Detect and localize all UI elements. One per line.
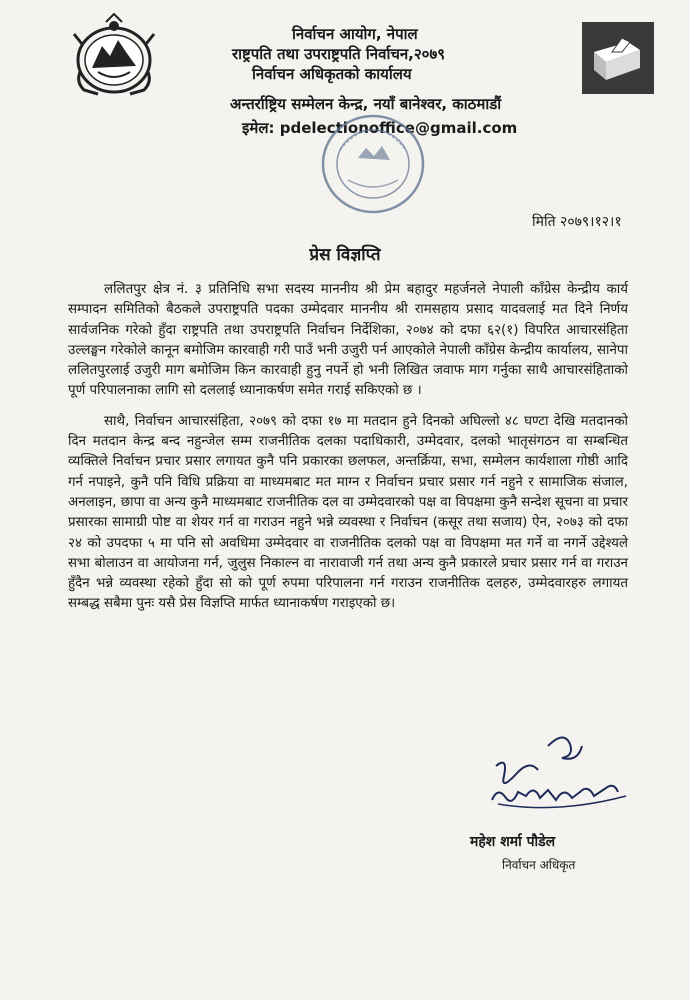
issue-date: मिति २०७९।१२।१	[532, 214, 622, 230]
nepal-emblem-icon	[68, 12, 160, 100]
signer-title: निर्वाचन अधिकृत	[502, 858, 576, 872]
press-release-body	[68, 280, 628, 625]
signer-name: महेश शर्मा पौडेल	[470, 834, 556, 850]
header-office-name: निर्वाचन अधिकृतको कार्यालय	[252, 65, 412, 83]
ballot-box-logo-icon	[582, 22, 654, 94]
header-email: इमेल: pdelectionoffice@gmail.com	[242, 119, 518, 137]
handwritten-signature	[478, 726, 638, 816]
header-commission-name: निर्वाचन आयोग, नेपाल	[292, 25, 418, 43]
header-address: अन्तर्राष्ट्रिय सम्मेलन केन्द्र, नयाँ बानेश्वर, काठमाडौं	[230, 95, 502, 113]
paragraph-code-of-conduct: साथै, निर्वाचन आचारसंहिता, २०७९ को दफा १७ मा मतदान हुने दिनको अघिल्लो ४८ घण्टा देखि मतदानको दिन मतदान केन्द्र बन्द नहुन्जेल सम्म राजनीतिक दलका पदाधिकारी, उम्मेदवार, दलको भातृसंगठन वा सम्बन्धित व्यक्तिले निर्वाचन प्रचार प्रसार लगायत कुनै पनि प्रकारका छलफल, अन्तर्क्रिया, सभा, सम्मेलन कार्यशाला गोष्ठी आदि गर्न नपाइने, कुनै पनि विधि प्रक्रिया वा माध्यमबाट मत माग्न र निर्वाचन प्रचार प्रसार गर्न नहुने र सामाजिक संजाल, अनलाइन, छापा वा अन्य कुनै माध्यमबाट राजनीतिक दल वा उम्मेदवारको पक्ष वा विपक्षमा कुनै सन्देश सूचना वा प्रचार प्रसारका सामाग्री पोष्ट वा शेयर गर्न वा गराउन नहुने भन्ने व्यवस्था र निर्वाचन (कसूर तथा सजाय) ऐन, २०७३ को दफा २४ को उपदफा ५ मा पनि सो अवधिमा उम्मेदवार वा राजनीतिक दलको पक्ष वा विपक्षमा मत गर्ने वा नगर्ने उद्देश्यले सभा बोलाउन वा आयोजना गर्न, जुलुस निकाल्न वा नारावाजी गर्न तथा अन्य कुनै प्रकारले प्रचार प्रसार गर्न वा गराउन हुँदैन भन्ने व्यवस्था रहेको हुँदा सो को पूर्ण रुपमा परिपालना गर्न गराउन राजनीतिक दलहरु, उम्मेदवारहरु लगायत सम्बद्ध सबैमा पुनः यसै प्रेस विज्ञप्ति मार्फत ध्यानाकर्षण गराइएको छ।	[68, 413, 628, 612]
office-stamp-icon	[318, 110, 428, 218]
header-election-name: राष्ट्रपति तथा उपराष्ट्रपति निर्वाचन,२०७९	[232, 45, 446, 63]
document-title: प्रेस विज्ञप्ति	[309, 245, 381, 265]
paragraph-complaint: ललितपुर क्षेत्र नं. ३ प्रतिनिधि सभा सदस्य माननीय श्री प्रेम बहादुर महर्जनले नेपाली काँग्रेस केन्द्रीय कार्य सम्पादन समितिको बैठकले उपराष्ट्रपति पदका उम्मेदवार माननीय श्री रामसहाय प्रसाद यादवलाई मत दिने निर्णय सार्वजनिक गरेको हुँदा राष्ट्रपति तथा उपराष्ट्रपति निर्वाचन निर्देशिका, २०७४ को दफा ६२(१) विपरित आचारसंहिता उल्लङ्घन गरेकोले कानून बमोजिम कारवाही गरी पाउँ भनी उजुरी पर्न आएकोले नेपाली काँग्रेस केन्द्रीय कार्यालय, सानेपा ललितपुरलाई उजुरी माग बमोजिम किन कारवाही हुनु नपर्ने हो भनी लिखित जवाफ माग गर्नुका साथै आचारसंहिताको पूर्ण परिपालनाका लागि सो दललाई ध्यानाकर्षण समेत गराई सकिएको छ ।	[68, 282, 628, 399]
